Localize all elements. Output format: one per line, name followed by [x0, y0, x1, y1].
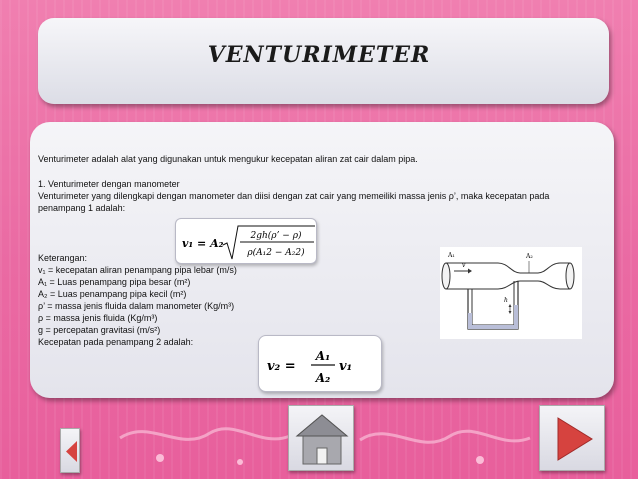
formula-v2-numerator: A₁: [315, 349, 331, 363]
intro-text: Venturimeter adalah alat yang digunakan untuk mengukur kecepatan aliran zat cair dalam pipa.: [38, 154, 418, 164]
a2-label: A₂: [526, 253, 533, 260]
manometer-fluid-left: [468, 313, 472, 329]
next-button[interactable]: [539, 405, 605, 471]
formula-v2: [258, 335, 382, 392]
home-button[interactable]: [288, 405, 354, 471]
a1-label: A₁: [448, 252, 455, 259]
height-label: h: [504, 297, 508, 304]
venturimeter-image: [440, 247, 582, 339]
formula-v2-graphic: [259, 336, 383, 393]
section-text: Venturimeter yang dilengkapi dengan manometer dan diisi dengan zat cair yang memeiliki massa jenis ρ’, maka kecepatan pada penampang 1 adalah:: [38, 191, 550, 213]
formula-v1-denominator: ρ(A₁2 − A₂2): [247, 248, 305, 258]
manometer-fluid-bottom: [472, 325, 514, 329]
play-right-icon: [540, 406, 606, 472]
keterangan-list: [38, 252, 318, 348]
home-icon: [289, 406, 355, 472]
formula-v2-rhs: v₁: [339, 359, 353, 374]
keterangan-item: ρ’ = massa jenis fluida dalam manometer (Kg/m³): [38, 301, 235, 311]
slide-title: VENTURIMETER: [207, 42, 431, 68]
venturimeter-diagram: [440, 247, 582, 339]
keterangan-item: g = percepatan gravitasi (m/s²): [38, 325, 161, 335]
keterangan-item: A₁ = Luas penampang pipa besar (m²): [38, 277, 191, 287]
play-left-icon: [61, 429, 81, 474]
section-heading: 1. Venturimeter dengan manometer: [38, 179, 180, 189]
manometer-fluid-right: [514, 305, 518, 329]
keterangan-item: Keterangan:: [38, 253, 88, 263]
pipe-inlet: [442, 263, 450, 289]
keterangan-item: ρ = massa jenis fluida (Kg/m³): [38, 313, 158, 323]
formula-v1-numerator: 2gh(ρ’ − ρ): [250, 231, 302, 241]
formula-v1-lhs: v₁ = A₂: [182, 237, 224, 250]
keterangan-item: Kecepatan pada penampang 2 adalah:: [38, 337, 194, 347]
formula-v2-lhs: v₂ =: [267, 359, 296, 374]
section-block: [38, 178, 598, 214]
formula-v2-denominator: A₂: [315, 371, 331, 385]
back-button[interactable]: [60, 428, 80, 473]
keterangan-item: A₂ = Luas penampang pipa kecil (m²): [38, 289, 187, 299]
keterangan-item: v₁ = kecepatan aliran penampang pipa lebar (m/s): [38, 265, 237, 275]
velocity-label: v: [462, 262, 466, 269]
pipe-outlet: [566, 263, 574, 289]
